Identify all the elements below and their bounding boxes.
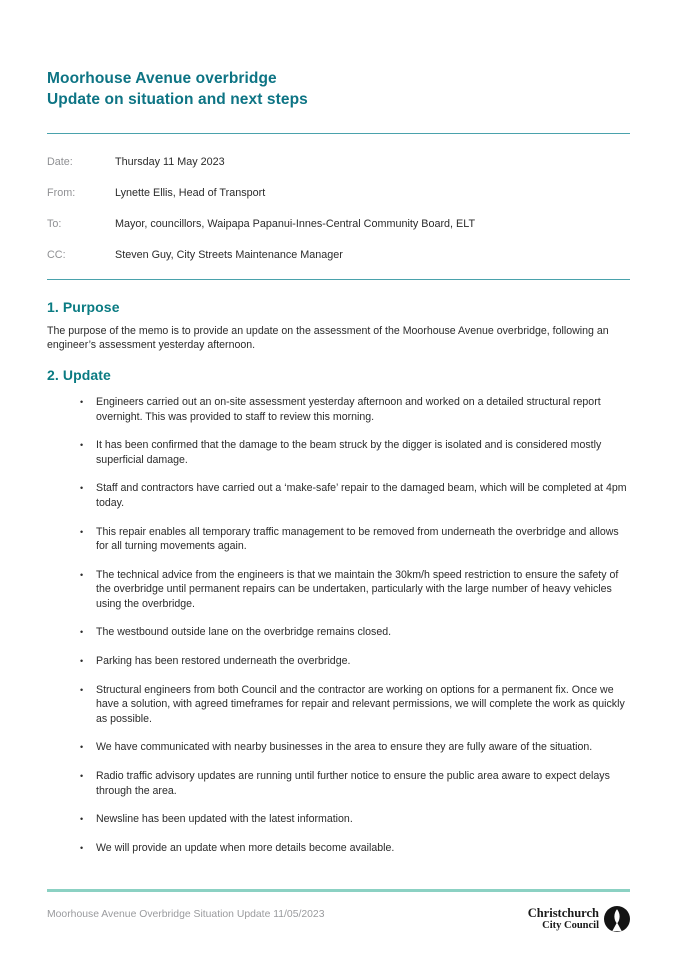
divider-under-title: [47, 133, 630, 134]
bullet-icon: •: [80, 526, 84, 537]
list-item: [80, 395, 630, 424]
list-item: [80, 654, 630, 669]
bullet-icon: •: [80, 684, 84, 695]
footer-row: [47, 906, 630, 932]
bullet-text: Radio traffic advisory updates are running until further notice to ensure the public area aware to expect delays through the area.: [96, 770, 610, 797]
logo-text-line2: City Council: [542, 920, 599, 932]
footer-document-label: Moorhouse Avenue Overbridge Situation Update 11/05/2023: [47, 909, 325, 920]
meta-value-cc: Steven Guy, City Streets Maintenance Manager: [115, 248, 343, 261]
bullet-icon: •: [80, 396, 84, 407]
meta-label-from: From:: [47, 186, 76, 199]
logo-text: [528, 907, 599, 931]
list-item: [80, 625, 630, 640]
bullet-icon: •: [80, 569, 84, 580]
bullet-text: We have communicated with nearby businesses in the area to ensure they are fully aware of the situation.: [96, 741, 593, 754]
memo-meta-block: [47, 155, 630, 262]
meta-value-from: Lynette Ellis, Head of Transport: [115, 186, 266, 199]
bullet-icon: •: [80, 483, 84, 494]
meta-value-date: Thursday 11 May 2023: [115, 155, 225, 168]
bullet-text: Newsline has been updated with the latest information.: [96, 813, 353, 826]
section-heading-purpose: 1. Purpose: [47, 298, 120, 315]
bullet-text: Structural engineers from both Council and the contractor are working on options for a permanent fix. Once we have a solution, with agreed timeframes for repair and relevant permissions, we will complete the work as quickly as possible.: [96, 683, 625, 725]
council-emblem-icon: [604, 906, 630, 932]
page-title-line1: Moorhouse Avenue overbridge: [47, 70, 277, 87]
meta-row-date: [47, 155, 630, 169]
list-item: [80, 769, 630, 798]
bullet-icon: •: [80, 742, 84, 753]
meta-row-to: [47, 217, 630, 231]
bullet-text: The technical advice from the engineers is that we maintain the 30km/h speed restriction to ensure the safety of the overbridge until permanent repairs can be undertaken, particularly with the large number of heavy vehicles using the overbridge.: [96, 568, 619, 610]
footer-divider: [47, 889, 630, 892]
page-title-line2: Update on situation and next steps: [47, 91, 308, 109]
bullet-text: This repair enables all temporary traffic management to be removed from underneath the overbridge and allows for all turning movements again.: [96, 525, 619, 553]
meta-label-to: To:: [47, 217, 62, 230]
bullet-text: Engineers carried out an on-site assessment yesterday afternoon and worked on a detailed structural report overnight. This was provided to staff to review this morning.: [96, 395, 601, 423]
list-item: [80, 812, 630, 827]
list-item: [80, 683, 630, 727]
update-bullet-list: [47, 395, 630, 855]
bullet-text: The westbound outside lane on the overbridge remains closed.: [96, 626, 392, 639]
list-item: [80, 568, 630, 612]
meta-row-cc: [47, 248, 630, 262]
meta-row-from: [47, 186, 630, 200]
bullet-icon: •: [80, 440, 84, 451]
bullet-icon: •: [80, 627, 84, 638]
list-item: [80, 740, 630, 755]
divider-under-meta: [47, 279, 630, 280]
section-heading-update: 2. Update: [47, 366, 111, 383]
meta-label-cc: CC:: [47, 248, 66, 261]
bullet-text: Staff and contractors have carried out a ‘make-safe’ repair to the damaged beam, which will be completed at 4pm today.: [96, 482, 627, 509]
purpose-paragraph: The purpose of the memo is to provide an update on the assessment of the Moorhouse Avenue overbridge, following an engineer’s assessment yesterday afternoon.: [47, 324, 609, 352]
list-item: [80, 525, 630, 554]
bullet-icon: •: [80, 842, 84, 853]
bullet-icon: •: [80, 656, 84, 667]
logo-text-line1: Christchurch: [527, 905, 599, 920]
page-title: [47, 0, 630, 111]
bullet-icon: •: [80, 771, 84, 782]
meta-label-date: Date:: [47, 155, 73, 168]
bullet-text: It has been confirmed that the damage to the beam struck by the digger is isolated and is considered mostly superficial damage.: [96, 439, 602, 466]
meta-value-to: Mayor, councillors, Waipapa Papanui-Innes-Central Community Board, ELT: [115, 217, 476, 230]
bullet-text: We will provide an update when more details become available.: [96, 841, 395, 854]
bullet-icon: •: [80, 814, 84, 825]
page-footer: [47, 889, 630, 932]
list-item: [80, 481, 630, 510]
bullet-text: Parking has been restored underneath the overbridge.: [96, 655, 351, 668]
christchurch-city-council-logo: [528, 906, 630, 932]
list-item: [80, 438, 630, 467]
list-item: [80, 841, 630, 856]
